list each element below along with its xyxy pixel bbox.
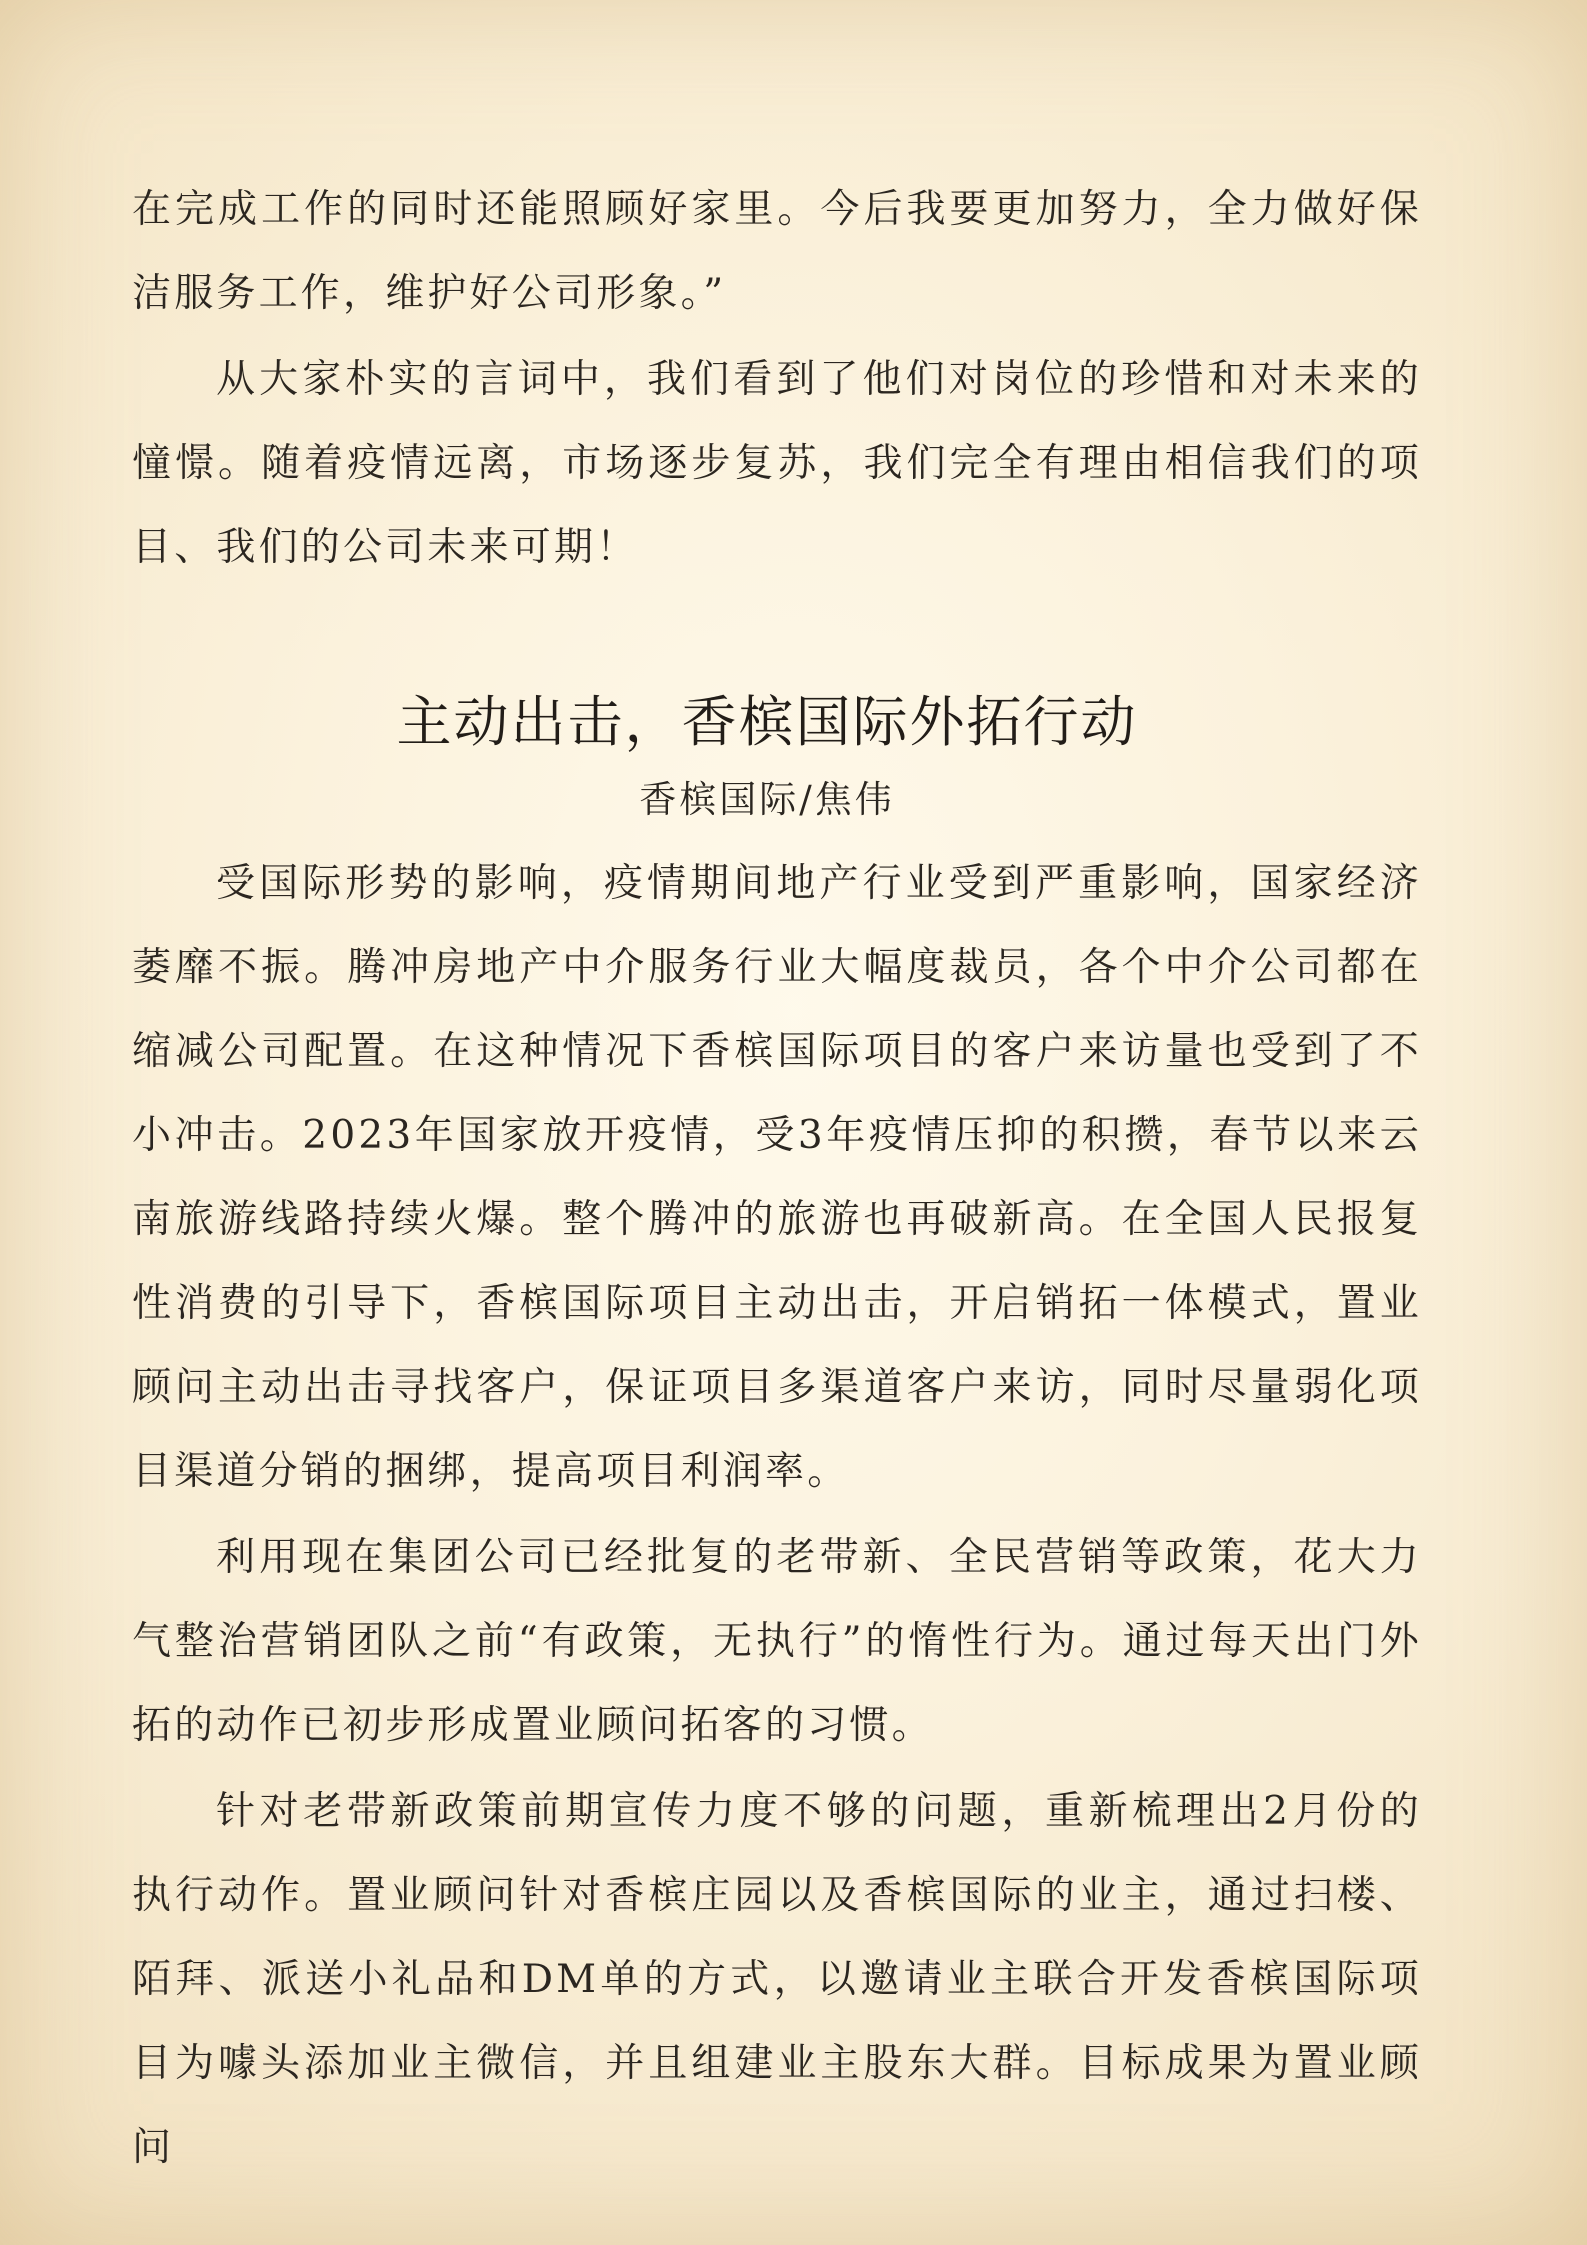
article-paragraph-2: 利用现在集团公司已经批复的老带新、全民营销等政策，花大力气整治营销团队之前“有政策，无执行”的惰性行为。通过每天出门外拓的动作已初步形成置业顾问拓客的习惯。 — [132, 1535, 1422, 1748]
article-title: 主动出击，香槟国际外拓行动 — [396, 690, 1138, 754]
article-paragraph-3: 针对老带新政策前期宣传力度不够的问题，重新梳理出2月份的执行动作。置业顾问针对香槟庄园以及香槟国际的业主，通过扫楼、陌拜、派送小礼品和DM单的方式，以邀请业主联合开发香槟国际项目为噱头添加业主微信，并且组建业主股东大群。目标成果为置业顾问 — [132, 1789, 1422, 2170]
article-paragraph-1: 受国际形势的影响，疫情期间地产行业受到严重影响，国家经济萎靡不振。腾冲房地产中介服务行业大幅度裁员，各个中介公司都在缩减公司配置。在这种情况下香槟国际项目的客户来访量也受到了不小冲击。2023年国家放开疫情，受3年疫情压抑的积攒，春节以来云南旅游线路持续火爆。整个腾冲的旅游也再破新高。在全国人民报复性消费的引导下，香槟国际项目主动出击，开启销拓一体模式，置业顾问主动出击寻找客户，保证项目多渠道客户来访，同时尽量弱化项目渠道分销的捆绑，提高项目利润率。 — [132, 861, 1422, 1494]
continuation-paragraph-2: 从大家朴实的言词中，我们看到了他们对岗位的珍惜和对未来的憧憬。随着疫情远离，市场逐步复苏，我们完全有理由相信我们的项目、我们的公司未来可期！ — [132, 357, 1422, 570]
article-byline: 香槟国际/焦伟 — [639, 778, 895, 821]
document-body — [132, 168, 1422, 2190]
continuation-paragraph-1: 在完成工作的同时还能照顾好家里。今后我要更加努力，全力做好保洁服务工作，维护好公司形象。” — [132, 187, 1422, 316]
